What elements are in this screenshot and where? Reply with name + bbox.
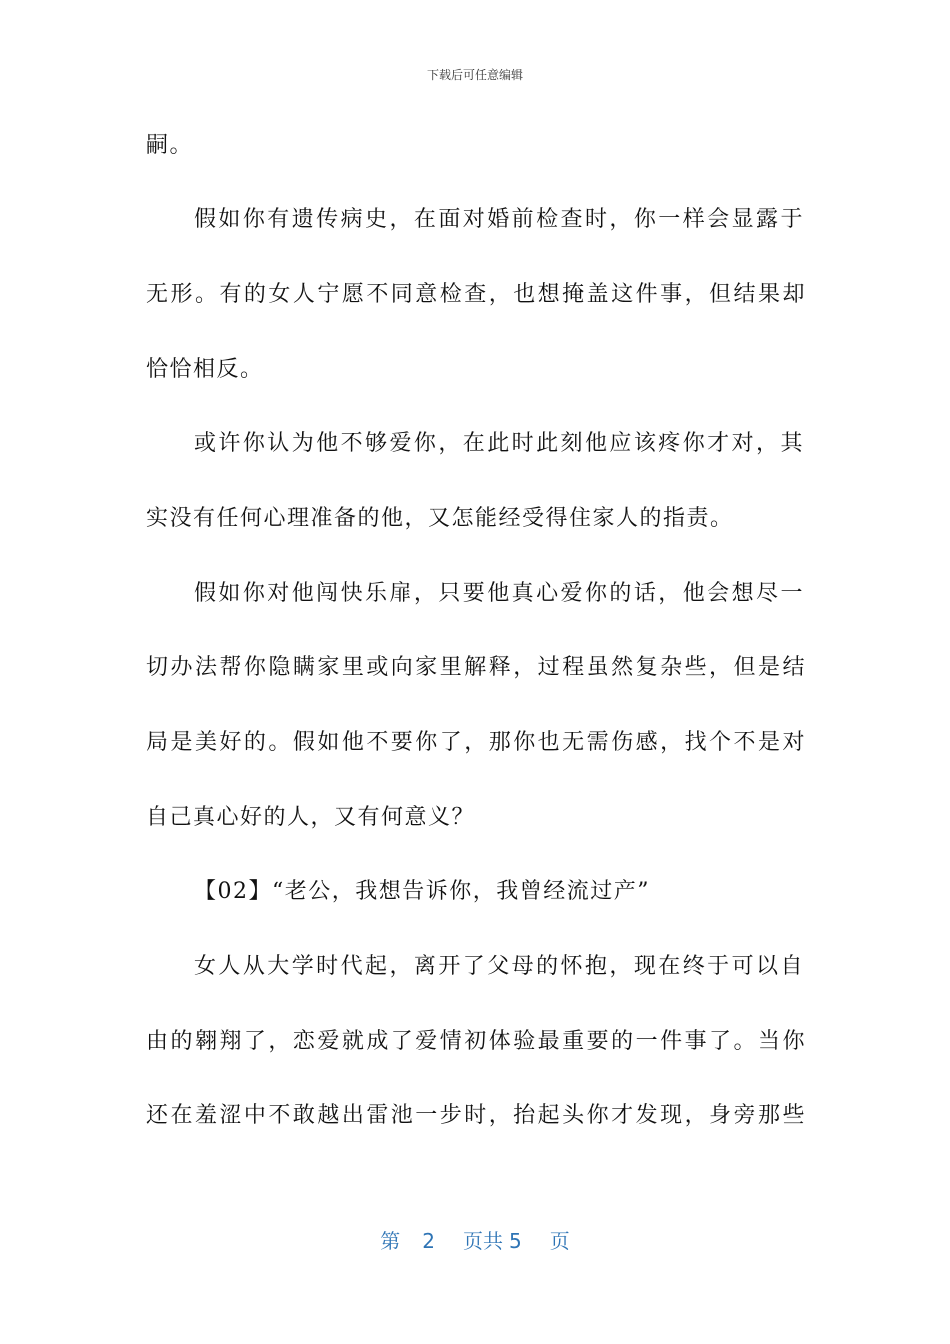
text-line: 自己真心好的人，又有何意义？ bbox=[146, 805, 476, 830]
total-pages-number: 5 bbox=[509, 1229, 522, 1253]
text-line: 局是美好的。假如他不要你了，那你也无需伤感，找个不是对 bbox=[146, 730, 806, 755]
current-page-number: 2 bbox=[422, 1229, 435, 1253]
section-heading: 【02】“老公，我想告诉你，我曾经流过产” bbox=[194, 879, 650, 904]
footer-suffix: 页 bbox=[549, 1229, 570, 1253]
footer-middle: 页共 bbox=[463, 1229, 503, 1253]
page-footer bbox=[0, 1225, 950, 1254]
text-line: 切办法帮你隐瞒家里或向家里解释，过程虽然复杂些，但是结 bbox=[146, 655, 806, 680]
text-line: 恰恰相反。 bbox=[146, 357, 264, 382]
paragraph-start-line: 假如你有遗传病史，在面对婚前检查时，你一样会显露于 bbox=[194, 207, 804, 232]
paragraph-start-line: 或许你认为他不够爱你，在此时此刻他应该疼你才对，其 bbox=[194, 431, 804, 456]
paragraph-start-line: 女人从大学时代起，离开了父母的怀抱，现在终于可以自 bbox=[194, 954, 804, 979]
paragraph-start-line: 假如你对他闯快乐扉，只要他真心爱你的话，他会想尽一 bbox=[194, 581, 804, 606]
footer-prefix: 第 bbox=[380, 1229, 401, 1253]
text-line: 实没有任何心理准备的他，又怎能经受得住家人的指责。 bbox=[146, 506, 734, 531]
text-line: 还在羞涩中不敢越出雷池一步时，抬起头你才发现，身旁那些 bbox=[146, 1103, 806, 1128]
text-line: 无形。有的女人宁愿不同意检查，也想掩盖这件事，但结果却 bbox=[146, 282, 806, 307]
text-line: 嗣。 bbox=[146, 133, 194, 158]
page-header: 下载后可任意编辑 bbox=[426, 68, 523, 82]
text-line: 由的翱翔了，恋爱就成了爱情初体验最重要的一件事了。当你 bbox=[146, 1029, 806, 1054]
